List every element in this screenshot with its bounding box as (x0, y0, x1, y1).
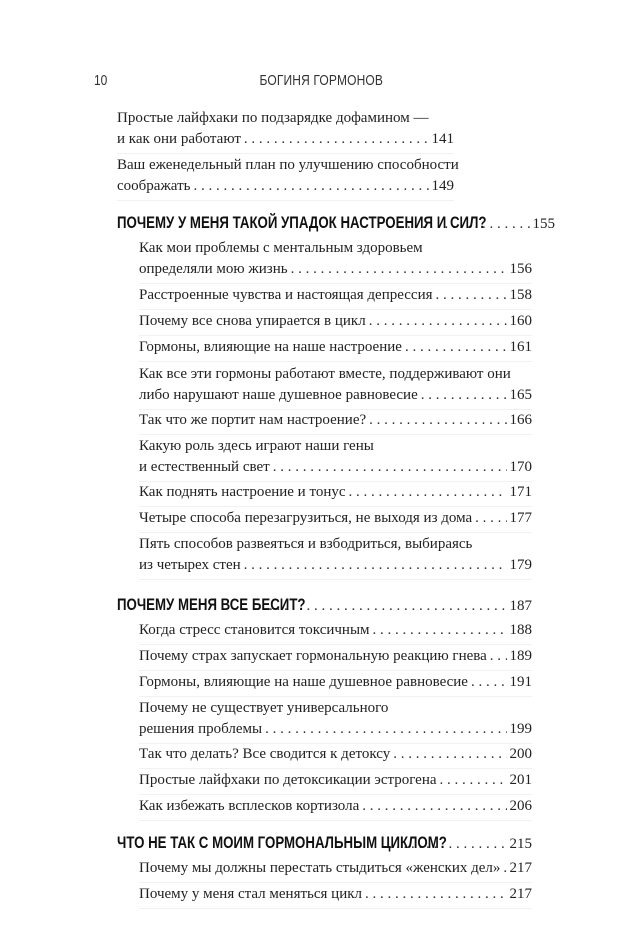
leader-dots (244, 555, 507, 576)
entry-line (139, 410, 532, 431)
entry-line (139, 457, 532, 478)
toc-entry[interactable] (139, 672, 532, 697)
entry-page: 188 (509, 622, 532, 638)
leader-dots (471, 672, 507, 693)
entry-title: Пять способов развеяться и взбодриться, выбираясь (139, 536, 473, 552)
entry-title: и как они работают (117, 131, 241, 147)
toc-entry[interactable] (117, 155, 459, 201)
entry-line (139, 744, 532, 765)
toc-entry[interactable] (139, 858, 532, 883)
entry-title: Как избежать всплесков кортизола (139, 798, 360, 814)
entry-line (117, 155, 459, 176)
entry-page: 206 (509, 798, 532, 814)
entry-line (139, 858, 532, 879)
leader-dots (349, 482, 507, 503)
toc-entry[interactable] (139, 744, 532, 769)
entry-page: 191 (509, 674, 532, 690)
entry-title: Так что делать? Все сводится к детоксу (139, 746, 391, 762)
entry-page: 158 (509, 287, 532, 303)
entry-page: 160 (509, 313, 532, 329)
entry-page: 171 (509, 484, 532, 500)
leader-dots (362, 796, 506, 817)
entry-title: Почему не существует универсального (139, 700, 389, 716)
entry-title: Так что же портит нам настроение? (139, 412, 367, 428)
entry-line (139, 672, 532, 693)
toc-entry[interactable] (139, 311, 532, 336)
leader-dots (475, 508, 506, 529)
entry-line (139, 770, 532, 791)
leader-dots (503, 858, 506, 879)
chapter-title: ПОЧЕМУ МЕНЯ ВСЕ БЕСИТ? (117, 595, 306, 614)
entry-title: Почему у меня стал меняться цикл (139, 886, 362, 902)
chapter-page: 215 (509, 836, 532, 852)
entry-page: 200 (509, 746, 532, 762)
toc-entry[interactable] (139, 285, 532, 310)
entry-line (139, 508, 532, 529)
entry-title: Почему мы должны перестать стыдиться «женских дел» (139, 860, 501, 876)
toc-entry[interactable] (139, 770, 532, 795)
leader-dots (273, 457, 507, 478)
toc-entry[interactable] (139, 337, 532, 362)
chapter-page: 155 (532, 216, 555, 232)
entry-line (117, 176, 454, 197)
entry-page: 179 (509, 557, 532, 573)
toc-entry[interactable] (117, 108, 454, 154)
leader-dots (193, 176, 428, 197)
toc-entry[interactable] (139, 436, 532, 482)
entry-title: Гормоны, влияющие на наше настроение (139, 339, 402, 355)
entry-title: Как мои проблемы с ментальным здоровьем (139, 240, 423, 256)
leader-dots (440, 770, 507, 791)
entry-title: Расстроенные чувства и настоящая депрессия (139, 287, 433, 303)
leader-dots (373, 620, 507, 641)
toc-entry[interactable] (139, 410, 532, 435)
entry-page: 189 (509, 648, 532, 664)
entry-title: Четыре способа перезагрузиться, не выходя из дома (139, 510, 473, 526)
entry-page: 141 (431, 131, 454, 147)
entry-title: Как поднять настроение и тонус (139, 484, 346, 500)
leader-dots (436, 285, 507, 306)
entry-title: решения проблемы (139, 721, 263, 737)
entry-title: и естественный свет (139, 459, 270, 475)
running-title-text: БОГИНЯ ГОРМОНОВ (259, 72, 384, 89)
entry-line (139, 385, 532, 406)
chapter-heading[interactable] (117, 595, 532, 615)
entry-line (139, 238, 532, 259)
entry-line (139, 337, 532, 358)
entry-title: определяли мою жизнь (139, 261, 288, 277)
toc-entry[interactable] (139, 620, 532, 645)
leader-dots (421, 385, 507, 406)
toc-entry[interactable] (139, 698, 532, 744)
entry-page: 161 (509, 339, 532, 355)
entry-line (139, 534, 532, 555)
entry-title: из четырех стен (139, 557, 241, 573)
entry-line (117, 108, 454, 129)
toc-entry[interactable] (139, 482, 532, 507)
entry-page: 165 (509, 387, 532, 403)
entry-line (139, 646, 532, 667)
leader-dots (369, 410, 506, 431)
entry-line (139, 555, 532, 576)
chapter-page: 187 (509, 598, 532, 614)
leader-dots (393, 744, 506, 765)
entry-line (139, 364, 532, 385)
entry-line (139, 436, 532, 457)
entry-title: Какую роль здесь играют наши гены (139, 438, 374, 454)
entry-line (139, 482, 532, 503)
entry-line (139, 259, 532, 280)
leader-dots (244, 129, 429, 150)
leader-dots (265, 719, 506, 740)
toc-entry[interactable] (139, 646, 532, 671)
entry-line (139, 698, 532, 719)
page-number: 10 (94, 72, 108, 89)
toc-entry[interactable] (139, 508, 532, 533)
entry-title: Почему страх запускает гормональную реакцию гнева (139, 648, 487, 664)
entry-line (139, 311, 532, 332)
entry-title: Гормоны, влияющие на наше душевное равновесие (139, 674, 468, 690)
entry-page: 166 (509, 412, 532, 428)
entry-page: 170 (509, 459, 532, 475)
entry-line (139, 285, 532, 306)
toc-entry[interactable] (139, 796, 532, 821)
entry-line (117, 129, 454, 150)
entry-page: 217 (509, 860, 532, 876)
entry-page: 149 (431, 178, 454, 194)
leader-dots (369, 311, 507, 332)
entry-title: соображать (117, 178, 191, 194)
chapter-title: ЧТО НЕ ТАК С МОИМ ГОРМОНАЛЬНЫМ ЦИКЛОМ? (117, 833, 447, 852)
leader-dots (405, 337, 507, 358)
entry-page: 201 (509, 772, 532, 788)
leader-dots (365, 884, 507, 905)
chapter-title: ПОЧЕМУ У МЕНЯ ТАКОЙ УПАДОК НАСТРОЕНИЯ И СИЛ? (117, 213, 487, 232)
entry-title: Почему все снова упирается в цикл (139, 313, 366, 329)
entry-title: Как все эти гормоны работают вместе, поддерживают они (139, 366, 511, 382)
entry-line (139, 884, 532, 905)
entry-line (139, 719, 532, 740)
entry-title: Простые лайфхаки по подзарядке дофамином — (117, 110, 429, 126)
entry-page: 217 (509, 886, 532, 902)
entry-page: 177 (509, 510, 532, 526)
toc-entry[interactable] (139, 364, 532, 410)
entry-page: 156 (509, 261, 532, 277)
chapter-heading[interactable] (117, 833, 532, 853)
entry-line (139, 796, 532, 817)
entry-title: Простые лайфхаки по детоксикации эстрогена (139, 772, 437, 788)
toc-entry[interactable] (139, 534, 532, 580)
chapter-heading[interactable] (117, 213, 555, 233)
entry-page: 199 (509, 721, 532, 737)
entry-title: либо нарушают наше душевное равновесие (139, 387, 418, 403)
toc-entry[interactable] (139, 238, 532, 284)
running-title (0, 72, 643, 89)
entry-title: Когда стресс становится токсичным (139, 622, 370, 638)
toc-entry[interactable] (139, 884, 532, 909)
entry-title: Ваш еженедельный план по улучшению способности (117, 157, 459, 173)
entry-line (139, 620, 532, 641)
leader-dots (490, 646, 507, 667)
leader-dots (291, 259, 507, 280)
